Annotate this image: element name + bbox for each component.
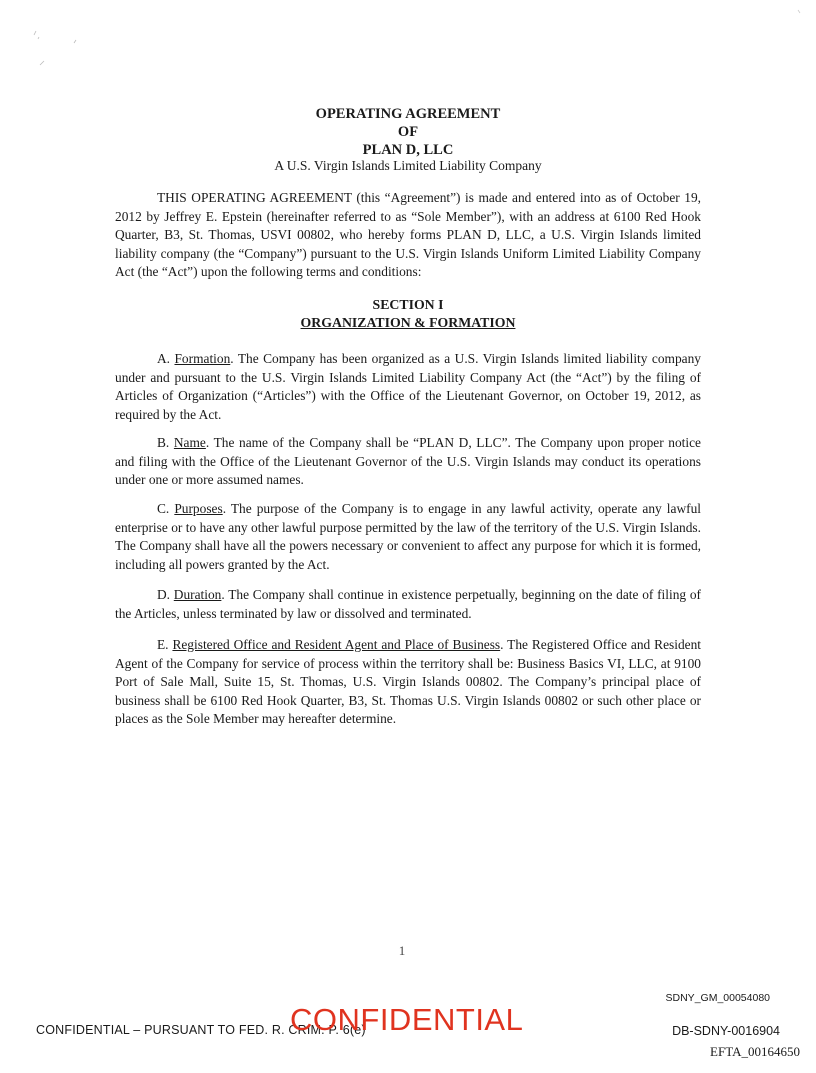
doc-title-line-3: PLAN D, LLC: [362, 142, 454, 158]
doc-title-line-2: OF: [397, 124, 419, 140]
confidentiality-legend: CONFIDENTIAL – PURSUANT TO FED. R. CRIM. P. 6(e): [36, 1023, 366, 1037]
doc-subtitle: A U.S. Virgin Islands Limited Liability Company: [274, 158, 542, 173]
scan-speck-marks: [30, 25, 90, 75]
paragraph-heading: Purposes: [174, 501, 223, 516]
paragraph-prefix: D.: [157, 587, 171, 602]
section-heading: ORGANIZATION & FORMATION: [300, 315, 516, 330]
paragraph-heading: Formation: [174, 351, 231, 366]
paragraph-prefix: B.: [157, 435, 170, 450]
paragraph-heading: Name: [173, 435, 206, 450]
confidential-stamp: CONFIDENTIAL: [290, 1002, 524, 1037]
paragraph-purposes: [115, 500, 701, 574]
paragraph-text: . The Registered Office and Resident Agent of the Company for service of process within the territory shall be: Business Basics VI, LLC, at 9100 Port of Sale Mall, Suite 15, St. Thomas, U.S. Virgin Islands 00802. The Company’s principal place of business shall be 6100 Red Hook Quarter, B3, St. Thomas U.S. Virgin Islands 00802 or such other place or places as the Sole Member may hereafter determine.: [115, 637, 701, 727]
bates-db-sdny: DB-SDNY-0016904: [672, 1024, 780, 1038]
page-number: 1: [398, 943, 406, 958]
paragraph-formation: [115, 350, 701, 424]
paragraph-text: . The Company shall continue in existence perpetually, beginning on the date of filing of the Articles, unless terminated by law or dissolved and terminated.: [115, 587, 701, 621]
intro-paragraph: THIS OPERATING AGREEMENT (this “Agreement”) is made and entered into as of October 19, 2012 by Jeffrey E. Epstein (hereinafter referred to as “Sole Member”), with an address at 6100 Red Hook Quarter, B3, St. Thomas, USVI 00802, who hereby forms PLAN D, LLC, a U.S. Virgin Islands limited liability company (the “Company”) pursuant to the U.S. Virgin Islands Uniform Limited Liability Company Act (the “Act”) upon the following terms and conditions:: [115, 190, 701, 280]
section-number: SECTION I: [372, 297, 444, 312]
paragraph-prefix: C.: [157, 501, 170, 516]
paragraph-registered-office: [115, 636, 701, 729]
bates-efta: EFTA_00164650: [710, 1044, 800, 1059]
doc-title-line-1: OPERATING AGREEMENT: [315, 106, 501, 122]
paragraph-heading: Duration: [173, 587, 222, 602]
paragraph-duration: [115, 586, 701, 623]
paragraph-heading: Registered Office and Resident Agent and Place of Business: [172, 637, 501, 652]
bates-sdny-gm: SDNY_GM_00054080: [665, 992, 770, 1004]
paragraph-text: . The purpose of the Company is to engage in any lawful activity, operate any lawful enterprise or to have any other lawful purpose permitted by the law of the territory of the U.S. Virgin Islands. The Company shall have all the powers necessary or convenient to affect any purpose for which it is formed, including all powers granted by the Act.: [115, 501, 701, 572]
paragraph-prefix: A.: [157, 351, 171, 366]
paragraph-text: . The name of the Company shall be “PLAN D, LLC”. The Company upon proper notice and filing with the Office of the Lieutenant Governor of the U.S. Virgin Islands may conduct its operations under one or more assumed names.: [115, 435, 701, 488]
paragraph-prefix: E.: [157, 637, 169, 652]
paragraph-name: [115, 434, 701, 490]
paragraph-text: . The Company has been organized as a U.S. Virgin Islands limited liability company under and pursuant to the U.S. Virgin Islands Limited Liability Company Act (the “Act”) by the filing of Articles of Organization (“Articles”) with the Office of the Lieutenant Governor, on October 19, 2012, as required by the Act.: [115, 351, 701, 422]
scan-speck-mark-right: [796, 8, 804, 16]
